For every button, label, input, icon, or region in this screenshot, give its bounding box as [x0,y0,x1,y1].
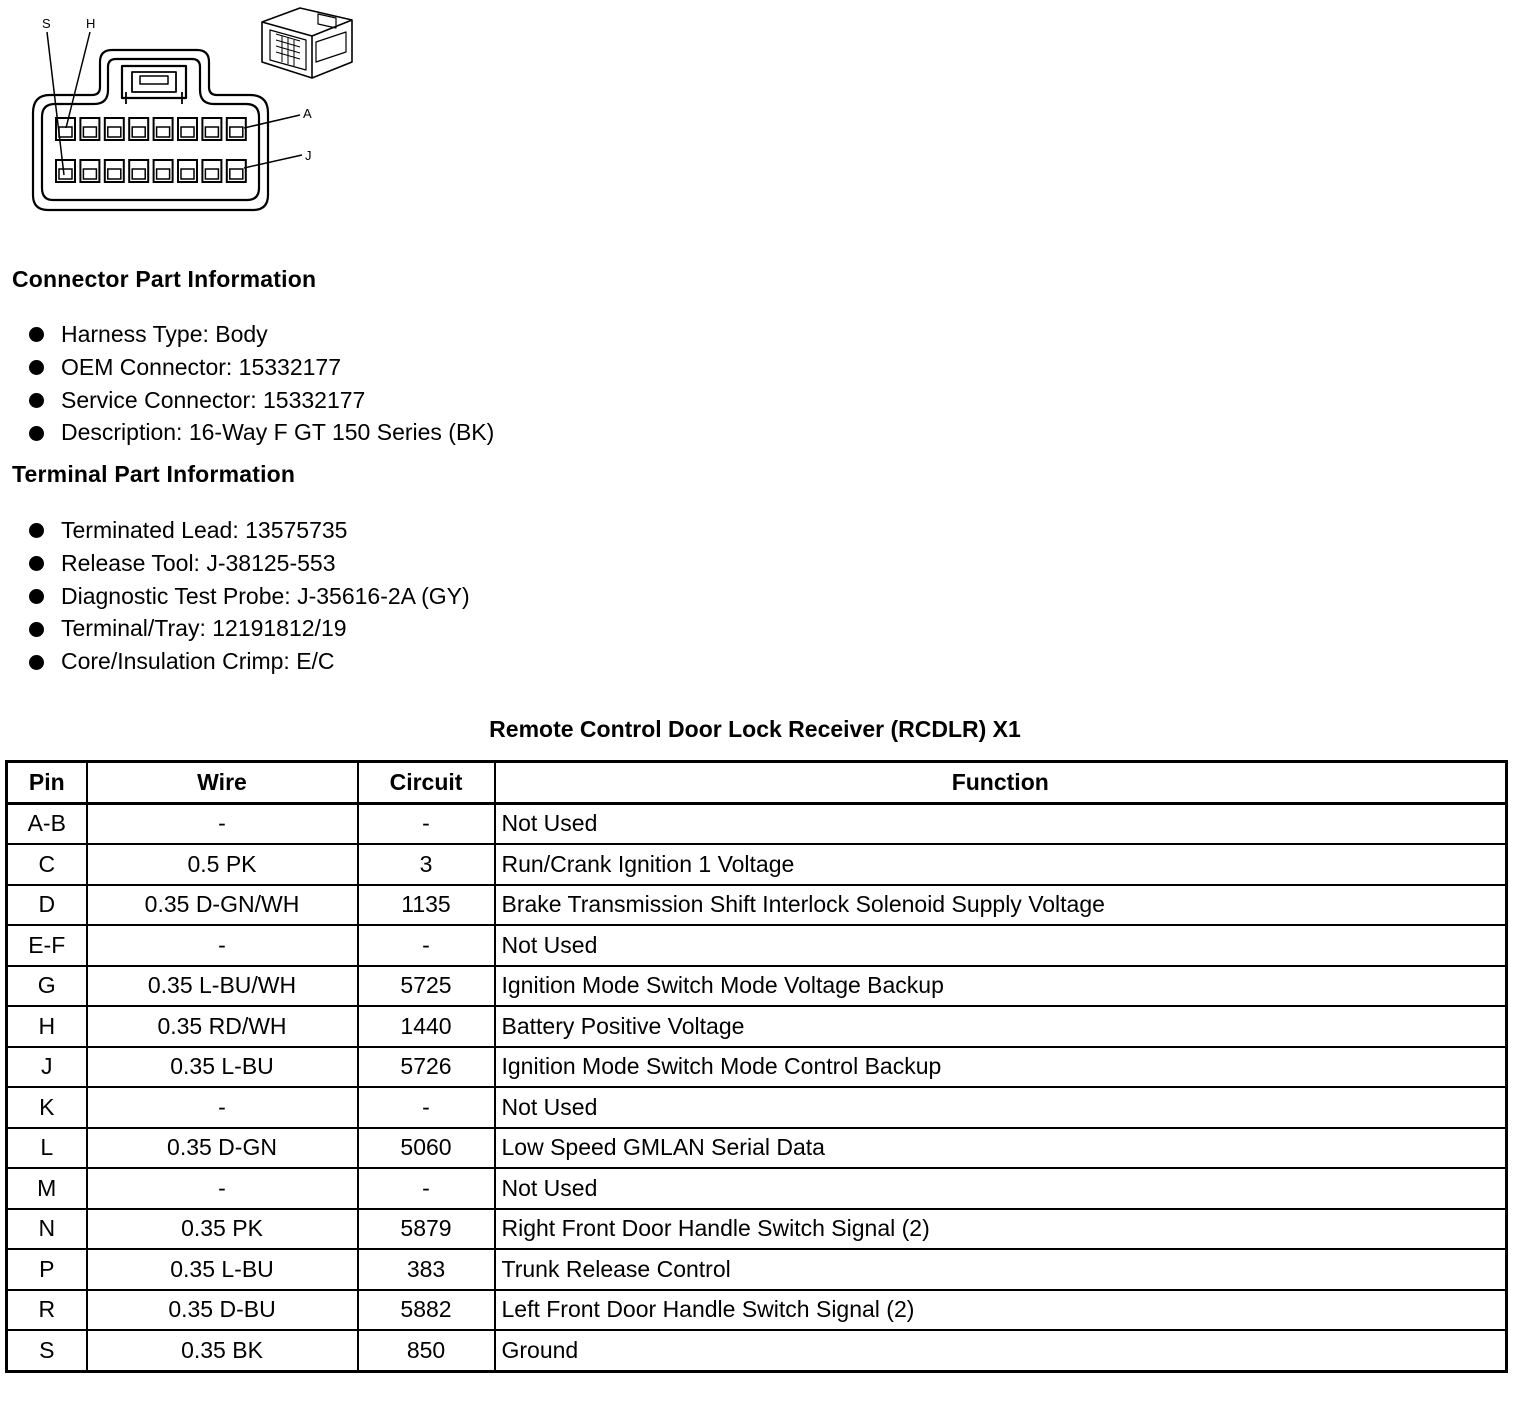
list-item: Core/Insulation Crimp: E/C [0,645,470,678]
circuit-cell: - [358,803,495,844]
list-item: OEM Connector: 15332177 [0,351,494,384]
function-cell: Ignition Mode Switch Mode Control Backup [495,1047,1507,1088]
terminal-cavity-insert [181,169,194,179]
function-cell: Right Front Door Handle Switch Signal (2) [495,1209,1507,1250]
pin-cell: C [7,844,87,885]
terminal-cavity-insert [205,127,218,137]
function-cell: Left Front Door Handle Switch Signal (2) [495,1290,1507,1331]
bullet-icon [29,360,44,375]
table-row [7,1006,1507,1047]
list-item: Harness Type: Body [0,318,494,351]
table-row [7,925,1507,966]
pin-cell: N [7,1209,87,1250]
wire-cell: 0.35 RD/WH [87,1006,358,1047]
connector-housing-outline [33,50,268,210]
circuit-cell: 1440 [358,1006,495,1047]
circuit-cell: 5882 [358,1290,495,1331]
circuit-cell: 1135 [358,885,495,926]
terminal-cavity-insert [205,169,218,179]
table-row [7,966,1507,1007]
wire-cell: 0.35 D-GN/WH [87,885,358,926]
wire-cell: 0.35 BK [87,1330,358,1371]
pin-cell: K [7,1087,87,1128]
leader-line-h [66,32,90,128]
wire-cell: - [87,925,358,966]
table-row [7,1087,1507,1128]
terminal-cavity-insert [83,127,96,137]
wire-cell: 0.35 L-BU [87,1249,358,1290]
function-cell: Not Used [495,1087,1507,1128]
table-row [7,1168,1507,1209]
terminal-cavity-insert [181,127,194,137]
circuit-cell: - [358,1168,495,1209]
circuit-cell: 5725 [358,966,495,1007]
pin-cell: A-B [7,803,87,844]
list-item: Release Tool: J-38125-553 [0,547,470,580]
function-cell: Not Used [495,803,1507,844]
pin-cell: R [7,1290,87,1331]
circuit-cell: 5879 [358,1209,495,1250]
list-item: Description: 16-Way F GT 150 Series (BK) [0,416,494,449]
circuit-cell: - [358,1087,495,1128]
function-cell: Not Used [495,925,1507,966]
list-item: Terminated Lead: 13575735 [0,514,470,547]
circuit-cell: 3 [358,844,495,885]
list-item: Terminal/Tray: 12191812/19 [0,612,470,645]
pin-label-s: S [42,16,51,31]
table-row [7,1290,1507,1331]
pin-label-a: A [303,106,312,121]
wire-cell: 0.35 D-GN [87,1128,358,1169]
circuit-cell: 383 [358,1249,495,1290]
circuit-cell: 850 [358,1330,495,1371]
wire-cell: 0.35 PK [87,1209,358,1250]
circuit-cell: 5726 [358,1047,495,1088]
leader-line-j [244,155,302,168]
column-header-pin: Pin [7,762,87,804]
list-item: Diagnostic Test Probe: J-35616-2A (GY) [0,580,470,613]
pin-label-j: J [305,148,312,163]
table-row [7,844,1507,885]
terminal-cavity-insert [108,127,121,137]
wire-cell: - [87,1087,358,1128]
wire-cell: 0.35 L-BU/WH [87,966,358,1007]
list-item: Service Connector: 15332177 [0,384,494,417]
wire-cell: 0.35 D-BU [87,1290,358,1331]
connector-info-list [0,318,494,449]
connector-diagram [0,0,380,230]
column-header-function: Function [495,762,1507,804]
terminal-cavity-insert [157,169,170,179]
terminal-cavity-insert [59,169,72,179]
pin-cell: H [7,1006,87,1047]
connector-face-svg [0,0,380,230]
terminal-cavity-insert [230,127,243,137]
pin-table-title: Remote Control Door Lock Receiver (RCDLR) X1 [489,716,1021,742]
pin-cell: M [7,1168,87,1209]
pin-label-h: H [86,16,96,31]
table-row [7,803,1507,844]
pin-cell: E-F [7,925,87,966]
wire-cell: 0.35 L-BU [87,1047,358,1088]
terminal-cavity-insert [132,169,145,179]
wire-cell: - [87,803,358,844]
wire-cell: 0.5 PK [87,844,358,885]
leader-line-a [244,115,300,128]
connector-info-heading: Connector Part Information [12,266,317,292]
table-row [7,1128,1507,1169]
bullet-icon [29,556,44,571]
bullet-icon [29,327,44,342]
terminal-cavity-insert [83,169,96,179]
circuit-cell: - [358,925,495,966]
pin-cell: G [7,966,87,1007]
terminal-info-heading: Terminal Part Information [12,461,296,487]
function-cell: Ignition Mode Switch Mode Voltage Backup [495,966,1507,1007]
function-cell: Ground [495,1330,1507,1371]
column-header-wire: Wire [87,762,358,804]
pin-cell: L [7,1128,87,1169]
bullet-icon [29,622,44,637]
terminal-cavity-insert [230,169,243,179]
pin-cell: D [7,885,87,926]
function-cell: Battery Positive Voltage [495,1006,1507,1047]
bullet-icon [29,426,44,441]
function-cell: Not Used [495,1168,1507,1209]
terminal-cavity-insert [59,127,72,137]
pin-cell: J [7,1047,87,1088]
terminal-cavity-insert [157,127,170,137]
table-row [7,1249,1507,1290]
circuit-cell: 5060 [358,1128,495,1169]
function-cell: Brake Transmission Shift Interlock Solenoid Supply Voltage [495,885,1507,926]
terminal-info-list [0,514,470,678]
pin-cell: S [7,1330,87,1371]
bullet-icon [29,589,44,604]
terminal-cavity-insert [132,127,145,137]
bullet-icon [29,655,44,670]
column-header-circuit: Circuit [358,762,495,804]
table-row [7,1209,1507,1250]
table-header-row [7,762,1507,804]
function-cell: Low Speed GMLAN Serial Data [495,1128,1507,1169]
bullet-icon [29,393,44,408]
table-row [7,1330,1507,1371]
table-row [7,885,1507,926]
wire-cell: - [87,1168,358,1209]
pin-cell: P [7,1249,87,1290]
function-cell: Run/Crank Ignition 1 Voltage [495,844,1507,885]
pin-table [5,760,1508,1373]
function-cell: Trunk Release Control [495,1249,1507,1290]
table-row [7,1047,1507,1088]
connector-3d-thumbnail [262,8,352,78]
bullet-icon [29,523,44,538]
terminal-cavity-insert [108,169,121,179]
